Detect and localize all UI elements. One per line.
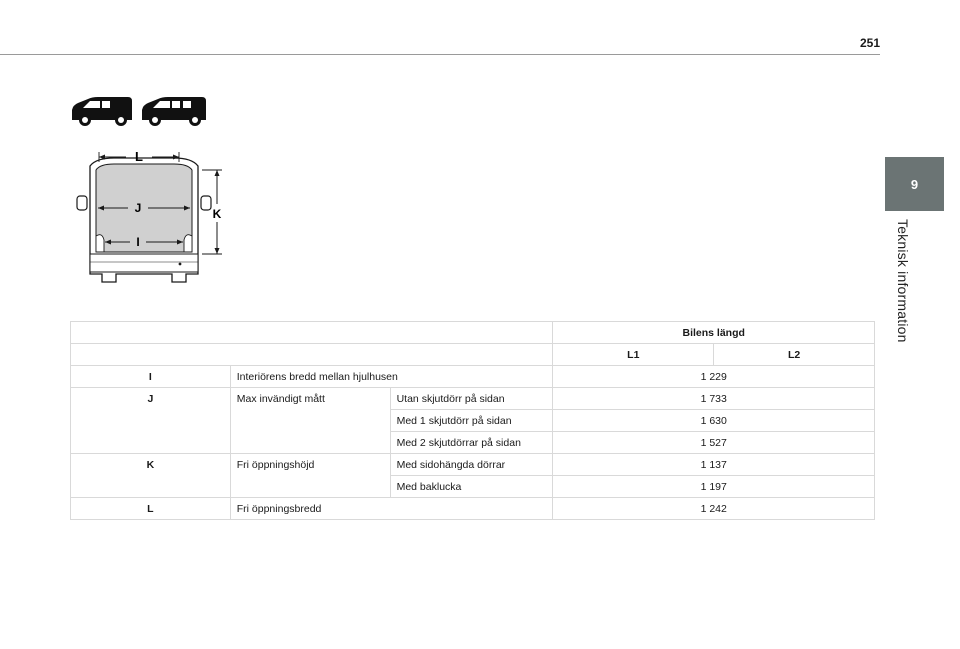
row-code: K (71, 454, 231, 498)
dimensions-table (70, 321, 875, 520)
dimension-label-i: I (136, 235, 140, 249)
row-value: 1 197 (553, 476, 875, 498)
header-vehicle-length: Bilens längd (553, 322, 875, 344)
row-code: L (71, 498, 231, 520)
table-row (71, 366, 875, 388)
table-row (71, 498, 875, 520)
row-code: J (71, 388, 231, 454)
page-number: 251 (859, 36, 880, 50)
row-sub-label: Utan skjutdörr på sidan (390, 388, 553, 410)
subheader-empty-cell (71, 344, 553, 366)
row-value: 1 137 (553, 454, 875, 476)
table-row (71, 454, 875, 476)
header-empty-cell (71, 322, 553, 344)
row-description: Fri öppningsbredd (230, 498, 553, 520)
table-subheader-row (71, 344, 875, 366)
chapter-tab[interactable] (885, 157, 944, 211)
row-value: 1 630 (553, 410, 875, 432)
row-description: Fri öppningshöjd (230, 454, 390, 498)
dimension-label-k: K (212, 207, 222, 221)
header-l2: L2 (714, 344, 875, 366)
van-long-icon (142, 97, 206, 126)
row-sub-label: Med sidohängda dörrar (390, 454, 553, 476)
row-value: 1 229 (553, 366, 875, 388)
row-description: Interiörens bredd mellan hjulhusen (230, 366, 553, 388)
row-sub-label: Med baklucka (390, 476, 553, 498)
van-short-icon (72, 97, 132, 126)
dimension-label-l: L (135, 149, 143, 164)
table-row (71, 388, 875, 410)
dimension-label-j: J (134, 201, 142, 215)
van-icons (70, 96, 206, 128)
row-value: 1 733 (553, 388, 875, 410)
row-value: 1 242 (553, 498, 875, 520)
row-description: Max invändigt mått (230, 388, 390, 454)
row-code: I (71, 366, 231, 388)
row-sub-label: Med 1 skjutdörr på sidan (390, 410, 553, 432)
header-l1: L1 (553, 344, 714, 366)
row-sub-label: Med 2 skjutdörrar på sidan (390, 432, 553, 454)
rear-view-diagram (74, 148, 234, 288)
table-header-row (71, 322, 875, 344)
chapter-number: 9 (910, 176, 919, 192)
header-rule (0, 54, 880, 55)
chapter-title: Teknisk information (895, 219, 911, 343)
row-value: 1 527 (553, 432, 875, 454)
